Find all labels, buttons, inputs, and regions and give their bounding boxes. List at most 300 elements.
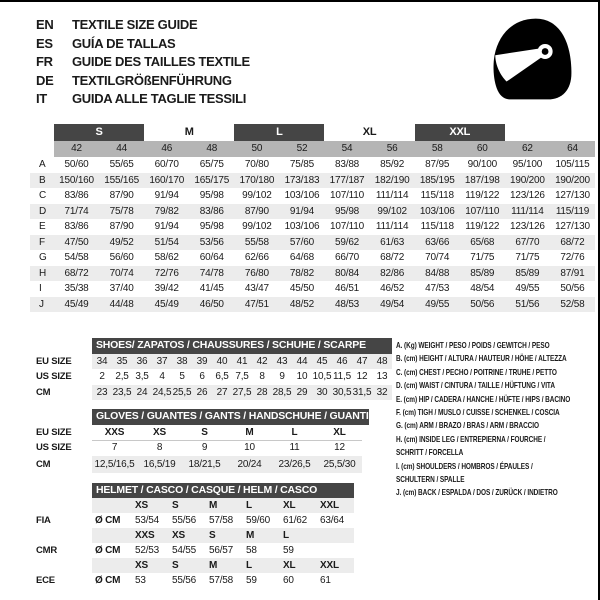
size-value: 56/60 (109, 252, 134, 263)
legend-item (396, 366, 593, 379)
language-line (36, 72, 250, 91)
size-value: 84/88 (425, 267, 450, 279)
size-group-cell: XXL (415, 124, 505, 141)
size-header-cell: 48 (189, 141, 234, 157)
helmet-value: 60 (283, 575, 294, 586)
row-letter: I (39, 283, 42, 294)
language-title: GUIDE DES TAILLES TEXTILE (72, 54, 250, 69)
helmet-value: 61 (320, 575, 331, 586)
size-value: 46/52 (380, 283, 405, 294)
size-value: 103/106 (419, 205, 455, 217)
gloves-value: 9 (201, 442, 208, 453)
size-value: 68/72 (380, 252, 405, 263)
helmet-size-cell: M (206, 558, 243, 573)
shoes-value: 42 (252, 354, 272, 370)
size-value: 107/110 (330, 221, 365, 232)
size-value: 54/58 (64, 252, 89, 263)
size-table-row (30, 281, 595, 297)
language-title: TEXTILE SIZE GUIDE (72, 17, 198, 32)
textile-size-table (30, 124, 595, 312)
size-value: 50/56 (470, 298, 495, 310)
legend-line: I. (cm) SHOULDERS / HOMBROS / ÉPAULES / (396, 460, 533, 471)
size-group-cell: S (54, 124, 144, 141)
shoes-value: 27,5 (232, 385, 252, 401)
size-value: 91/94 (154, 190, 179, 201)
size-value: 119/122 (465, 221, 500, 232)
spacer (92, 558, 132, 573)
size-header-cell: 58 (415, 141, 460, 157)
size-value: 72/76 (154, 267, 179, 279)
shoes-row-label: CM (36, 386, 51, 398)
gloves-value: 20/24 (227, 456, 272, 473)
size-value: 190/200 (509, 174, 545, 186)
helmet-value: 53/54 (135, 515, 160, 526)
size-value: 83/88 (335, 159, 360, 170)
helmet-size-cell: L (280, 528, 317, 543)
helmet-unit-label: Ø CM (95, 575, 121, 586)
size-value: 60/64 (199, 252, 224, 263)
size-value: 95/98 (199, 221, 224, 232)
shoes-value: 28,5 (272, 385, 292, 401)
gloves-row (30, 456, 369, 473)
language-code: ES (36, 35, 53, 51)
row-letter: C (39, 190, 47, 201)
language-line (36, 90, 250, 109)
size-value: 39/42 (154, 283, 179, 294)
row-letter: F (39, 236, 45, 248)
size-value: 85/89 (515, 267, 540, 279)
helmet-value: 59/60 (246, 515, 271, 526)
size-value: 87/90 (109, 221, 134, 232)
size-value: 63/66 (425, 236, 450, 248)
size-value: 82/86 (380, 267, 405, 279)
size-value: 190/200 (555, 174, 590, 186)
language-line (36, 53, 250, 72)
helmet-value: 56/57 (209, 545, 234, 556)
size-value: 75/85 (289, 159, 314, 170)
size-value: 119/122 (465, 190, 500, 201)
gloves-title-row (30, 409, 369, 425)
size-value: 55/65 (109, 159, 134, 170)
gloves-value: XXS (92, 425, 137, 442)
helmet-size-cell: M (243, 528, 280, 543)
size-value: 155/165 (104, 174, 139, 186)
size-header-cell: 62 (505, 141, 550, 157)
size-group-row (30, 124, 595, 141)
shoes-value: 35 (112, 354, 132, 370)
spacer (92, 528, 132, 543)
helmet-value-row (30, 543, 354, 558)
racing-helmet-icon (484, 10, 578, 108)
shoes-value: 44 (292, 354, 312, 370)
shoes-value: 47 (352, 354, 372, 370)
row-letter: G (39, 252, 47, 263)
size-value: 45/50 (289, 283, 314, 294)
size-table-row (30, 219, 595, 235)
helmet-value: 55/56 (172, 575, 197, 586)
size-value: 127/130 (555, 221, 590, 232)
shoes-value: 13 (376, 371, 388, 382)
shoes-value: 34 (92, 354, 112, 370)
legend-item (396, 379, 593, 392)
size-value: 72/76 (560, 252, 585, 263)
size-table-row (30, 235, 595, 251)
shoes-value: 23,5 (112, 385, 132, 401)
size-value: 68/72 (64, 267, 89, 279)
gloves-value: XL (317, 425, 362, 442)
measurement-legend (396, 339, 593, 500)
shoes-value: 6 (199, 371, 205, 382)
size-value: 90/100 (467, 159, 497, 170)
size-value: 95/98 (199, 190, 224, 201)
legend-line: D. (cm) WAIST / CINTURA / TAILLE / HÜFTUNG / VITA (396, 380, 555, 391)
helmet-value: 53 (135, 575, 146, 586)
shoes-value: 48 (372, 354, 392, 370)
shoes-value: 30,5 (332, 385, 352, 401)
size-value: 71/74 (64, 205, 89, 217)
helmet-value: 63/64 (320, 515, 345, 526)
helmet-value: 55/56 (172, 515, 197, 526)
size-value: 123/126 (509, 190, 545, 201)
size-value: 49/52 (109, 236, 134, 248)
size-value: 47/53 (425, 283, 450, 294)
size-header-cell: 56 (370, 141, 415, 157)
size-value: 173/183 (284, 174, 320, 186)
size-value: 115/118 (420, 190, 454, 201)
size-value: 49/55 (425, 298, 450, 310)
size-value: 87/90 (244, 205, 269, 217)
shoes-value: 10 (296, 371, 308, 382)
size-value: 47/51 (244, 298, 269, 310)
helmet-value: 59 (246, 575, 257, 586)
size-value: 65/75 (199, 159, 224, 170)
row-letter: J (39, 298, 44, 310)
size-table-body (30, 157, 595, 312)
shoes-title-row (30, 338, 392, 354)
shoes-value: 36 (132, 354, 152, 370)
gloves-body (30, 425, 369, 473)
size-header-cell: 44 (99, 141, 144, 157)
size-value: 48/54 (470, 283, 495, 294)
size-table-row (30, 297, 595, 313)
size-group-cell (505, 124, 550, 141)
gloves-title: GLOVES / GUANTES / GANTS / HANDSCHUHE / GUANTI (92, 409, 369, 425)
helmet-table (30, 483, 354, 588)
size-value: 44/48 (109, 298, 134, 310)
size-value: 55/58 (244, 236, 269, 248)
spacer (30, 483, 92, 498)
size-value: 95/98 (335, 205, 360, 217)
helmet-size-cell (317, 528, 354, 543)
size-value: 99/102 (242, 190, 272, 201)
size-value: 66/70 (335, 252, 360, 263)
size-group-cell: L (234, 124, 324, 141)
shoes-value: 46 (332, 354, 352, 370)
row-letter: D (39, 205, 47, 217)
size-value: 85/89 (470, 267, 495, 279)
spacer (30, 558, 92, 573)
legend-item (396, 339, 593, 352)
size-value: 111/114 (511, 205, 544, 217)
legend-line: A. (Kg) WEIGHT / PESO / POIDS / GEWITCH / PESO (396, 340, 550, 350)
shoes-value: 2,5 (115, 371, 129, 382)
helmet-value: 61/62 (283, 515, 308, 526)
size-group-cell: M (184, 126, 194, 138)
language-code: DE (36, 72, 54, 88)
size-value: 91/94 (289, 205, 314, 217)
gloves-value: L (272, 425, 317, 442)
shoes-table (30, 338, 392, 400)
helmet-size-cell: XL (280, 558, 317, 573)
size-value: 123/126 (509, 221, 545, 232)
size-value: 59/62 (335, 236, 360, 248)
gloves-value: 12,5/16,5 (92, 456, 137, 473)
size-value: 50/60 (64, 159, 89, 170)
helmet-value: 54/55 (172, 545, 197, 556)
helmet-unit-label: Ø CM (95, 515, 121, 526)
size-header-cell: 64 (550, 141, 595, 157)
size-value: 91/94 (154, 221, 179, 232)
gloves-value: 7 (111, 442, 118, 453)
legend-line: E. (cm) HIP / CADERA / HANCHE / HÜFTE / HIPS / BACINO (396, 393, 571, 404)
spacer (92, 498, 132, 513)
size-value: 70/74 (425, 252, 450, 263)
size-value: 64/68 (289, 252, 314, 263)
legend-line: B. (cm) HEIGHT / ALTURA / HAUTEUR / HÖHE / ALTEZZA (396, 353, 567, 364)
spacer (30, 338, 92, 354)
shoes-value: 11,5 (333, 371, 351, 382)
size-group-cell (30, 124, 54, 141)
size-table-row (30, 157, 595, 173)
shoes-value: 39 (192, 354, 212, 370)
shoes-value: 32 (372, 385, 392, 401)
shoes-row-label: EU SIZE (36, 355, 72, 367)
helmet-size-cell: XXS (132, 528, 169, 543)
size-value: 99/102 (242, 221, 272, 232)
row-letter: E (39, 221, 46, 232)
gloves-value: 11 (289, 442, 300, 453)
row-letter: A (39, 159, 46, 170)
gloves-row-label: US SIZE (36, 442, 72, 453)
shoes-row-label: US SIZE (36, 371, 72, 382)
shoes-value: 10,5 (312, 371, 332, 382)
size-table-row (30, 173, 595, 189)
shoes-value: 24 (132, 385, 152, 401)
shoes-title: SHOES/ ZAPATOS / CHAUSSURES / SCHUHE / SCARPE (92, 338, 392, 354)
size-value: 57/60 (289, 236, 314, 248)
shoes-body (30, 354, 392, 401)
gloves-value: M (227, 425, 272, 442)
size-value: 83/86 (64, 190, 89, 201)
size-value: 75/78 (109, 205, 134, 217)
size-table-row (30, 266, 595, 282)
row-letter: B (39, 174, 46, 186)
size-value: 165/175 (194, 174, 230, 186)
size-value: 107/110 (330, 190, 365, 201)
size-header-cell: 50 (234, 141, 279, 157)
size-value: 182/190 (374, 174, 410, 186)
language-code: IT (36, 91, 47, 106)
size-header-cell: 60 (460, 141, 505, 157)
legend-line: C. (cm) CHEST / PECHO / POITRINE / TRUHE / PETTO (396, 366, 557, 377)
gloves-value: 16,5/19 (137, 456, 182, 473)
language-title: TEXTILGRÖßENFÜHRUNG (72, 72, 232, 88)
size-value: 105/115 (555, 159, 590, 170)
gloves-row (30, 440, 369, 456)
shoes-value: 4 (159, 371, 165, 382)
helmet-standard-label: CMR (36, 545, 58, 556)
helmet-size-cell: S (169, 498, 206, 513)
gloves-row-label: CM (36, 458, 51, 470)
shoes-value: 24,5 (152, 385, 172, 401)
shoes-value: 28 (252, 385, 272, 401)
size-header-cell: 52 (279, 141, 324, 157)
size-value: 45/49 (64, 298, 89, 310)
size-value: 48/53 (335, 298, 360, 310)
language-title: GUIDA ALLE TAGLIE TESSILI (72, 91, 247, 106)
size-value: 53/56 (199, 236, 224, 248)
helmet-unit-label: Ø CM (95, 545, 121, 556)
size-value: 45/49 (154, 298, 179, 310)
shoes-value: 2 (99, 371, 105, 382)
helmet-value: 57/58 (209, 575, 234, 586)
helmet-size-cell: L (243, 558, 280, 573)
size-value: 67/70 (515, 236, 540, 248)
size-table-row (30, 188, 595, 204)
size-value: 48/52 (289, 298, 314, 310)
size-value: 170/180 (239, 174, 275, 186)
legend-item (396, 406, 593, 419)
size-value: 51/54 (154, 236, 179, 248)
size-header-spacer (30, 141, 54, 157)
size-value: 70/74 (109, 267, 134, 279)
shoes-value: 40 (212, 354, 232, 370)
size-value: 71/75 (515, 252, 540, 263)
size-value: 177/187 (329, 174, 365, 186)
helmet-size-cell: XS (132, 558, 169, 573)
size-value: 46/51 (335, 283, 360, 294)
helmet-size-cell: S (169, 558, 206, 573)
size-header-cell: 46 (144, 141, 189, 157)
size-value: 35/38 (64, 283, 89, 294)
gloves-value: 12 (334, 442, 345, 453)
helmet-body (30, 498, 354, 588)
gloves-value: 25,5/30 (317, 456, 362, 473)
size-value: 160/170 (149, 174, 185, 186)
size-value: 58/62 (154, 252, 179, 263)
helmet-size-cell: XS (169, 528, 206, 543)
legend-item (396, 352, 593, 365)
helmet-size-cell: XL (280, 498, 317, 513)
legend-line: SCHRITT / FORCELLA (396, 447, 464, 458)
helmet-title: HELMET / CASCO / CASQUE / HELM / CASCO (92, 483, 354, 498)
helmet-value-row (30, 513, 354, 528)
helmet-size-row (30, 528, 354, 543)
size-value: 51/56 (515, 298, 540, 310)
size-value: 79/82 (154, 205, 179, 217)
helmet-value-row (30, 573, 354, 588)
helmet-size-cell: XXL (317, 498, 354, 513)
shoes-value: 7,5 (235, 371, 249, 382)
legend-item (396, 393, 593, 406)
helmet-size-cell: L (243, 498, 280, 513)
size-table-row (30, 204, 595, 220)
language-line (36, 16, 250, 35)
size-value: 47/50 (64, 236, 89, 248)
spacer (30, 528, 92, 543)
size-value: 87/90 (109, 190, 134, 201)
size-value: 74/78 (199, 267, 224, 279)
gloves-value: S (182, 425, 227, 442)
size-value: 103/106 (284, 190, 320, 201)
shoes-row (30, 385, 392, 401)
size-value: 115/119 (555, 205, 590, 217)
shoes-value: 31,5 (352, 385, 372, 401)
helmet-size-row (30, 558, 354, 573)
size-value: 49/54 (380, 298, 405, 310)
gloves-row (30, 425, 369, 441)
shoes-value: 41 (232, 354, 252, 370)
helmet-value: 58 (246, 545, 257, 556)
size-value: 37/40 (109, 283, 134, 294)
shoes-value: 26 (192, 385, 212, 401)
gloves-value: 23/26,5 (272, 456, 317, 473)
shoes-row (30, 369, 392, 385)
size-value: 76/80 (244, 267, 269, 279)
size-header-cell: 54 (324, 141, 369, 157)
size-group-cell: XL (362, 126, 377, 138)
size-value: 99/102 (377, 205, 407, 217)
shoes-value: 30 (312, 385, 332, 401)
language-title: GUÍA DE TALLAS (72, 35, 176, 51)
shoes-value: 5 (179, 371, 185, 382)
gloves-value: 18/21,5 (182, 456, 227, 473)
legend-item (396, 486, 593, 499)
shoes-value: 8 (259, 371, 265, 382)
gloves-table (30, 409, 369, 473)
size-value: 127/130 (555, 190, 590, 201)
helmet-value: 57/58 (209, 515, 234, 526)
size-value: 103/106 (284, 221, 320, 232)
size-value: 41/45 (199, 283, 224, 294)
shoes-value: 37 (152, 354, 172, 370)
gloves-value: 8 (156, 442, 163, 453)
size-value: 83/86 (64, 221, 89, 232)
helmet-size-cell: XXL (317, 558, 354, 573)
shoes-value: 23 (92, 385, 112, 401)
shoes-row (30, 354, 392, 370)
size-value: 43/47 (244, 283, 269, 294)
size-header-row (30, 141, 595, 157)
gloves-value: XS (137, 425, 182, 442)
legend-line: SCHULTERN / SPALLE (396, 474, 465, 485)
shoes-value: 25,5 (172, 385, 192, 401)
legend-item (396, 460, 593, 487)
shoes-value: 27 (212, 385, 232, 401)
gloves-row-label: EU SIZE (36, 426, 72, 438)
language-header (36, 16, 250, 109)
helmet-size-cell: S (206, 528, 243, 543)
size-value: 65/68 (470, 236, 495, 248)
size-value: 68/72 (560, 236, 585, 248)
shoes-value: 38 (172, 354, 192, 370)
legend-line: G. (cm) ARM / BRAZO / BRAS / ARM / BRACCIO (396, 420, 539, 431)
row-letter: H (39, 267, 47, 279)
legend-line: F. (cm) TIGH / MUSLO / CUISSE / SCHENKEL / COSCIA (396, 407, 560, 418)
helmet-standard-label: ECE (36, 575, 55, 586)
helmet-size-cell: M (206, 498, 243, 513)
language-code: EN (36, 17, 54, 32)
